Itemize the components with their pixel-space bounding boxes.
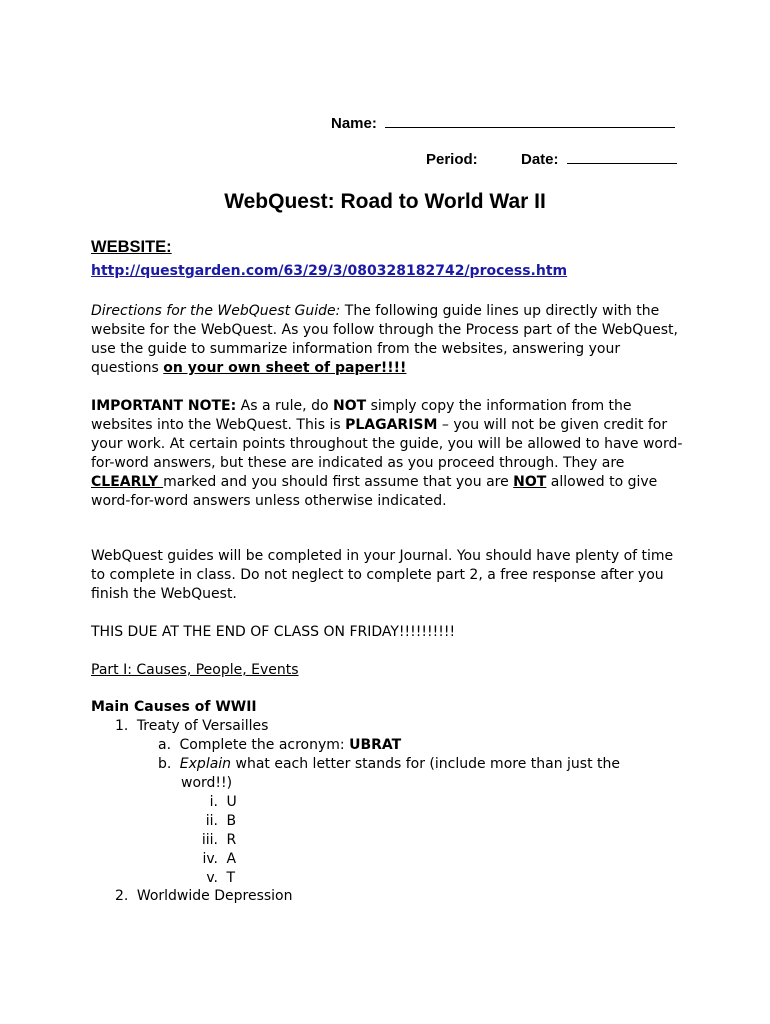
directions-emphasis: on your own sheet of paper!!!! xyxy=(163,360,407,376)
roman-letter: T xyxy=(226,870,236,886)
roman-item-ii xyxy=(180,812,236,831)
note-text-3: – you will not be given credit for your work. At certain points throughout the guide, you will be allowed to have word-for-word answers, but these are indicated as you proceed through. They are xyxy=(91,417,683,471)
list-item-1a-num: a. xyxy=(158,737,172,753)
list-item-1a xyxy=(158,736,401,755)
part-1-heading: Part I: Causes, People, Events xyxy=(91,662,299,678)
roman-letter: B xyxy=(226,813,237,829)
roman-num: v. xyxy=(206,870,218,886)
directions-paragraph xyxy=(91,302,691,378)
roman-item-i xyxy=(180,793,237,812)
roman-letter: U xyxy=(226,794,237,810)
period-line xyxy=(426,151,478,168)
page-title: WebQuest: Road to World War II xyxy=(224,190,546,213)
note-lead: IMPORTANT NOTE: xyxy=(91,398,237,414)
note-text-4: marked and you should first assume that you are xyxy=(163,474,514,490)
ubrat-acronym: UBRAT xyxy=(349,737,402,753)
date-blank xyxy=(567,151,677,164)
list-item-1b xyxy=(158,755,620,774)
important-note-paragraph xyxy=(91,397,691,511)
roman-letter: A xyxy=(226,851,237,867)
note-not-2: NOT xyxy=(513,474,547,490)
directions-lead: Directions for the WebQuest Guide: xyxy=(91,303,341,319)
list-item-1b-num: b. xyxy=(158,756,172,772)
roman-item-iii xyxy=(180,831,236,850)
roman-item-v xyxy=(180,869,235,888)
date-line xyxy=(521,151,677,168)
note-plagarism: PLAGARISM xyxy=(345,417,438,433)
note-not-1: NOT xyxy=(332,398,367,414)
roman-letter: R xyxy=(226,832,237,848)
period-label: Period: xyxy=(426,151,478,168)
directions-body: The following guide lines up directly with the website for the WebQuest. As you follow through the Process part of the WebQuest, use the guide to summarize information from the websites, answering your questions xyxy=(91,303,678,376)
name-label: Name: xyxy=(331,115,377,132)
list-item-2-text: Worldwide Depression xyxy=(136,888,293,904)
roman-item-iv xyxy=(180,850,236,869)
note-clearly: CLEARLY xyxy=(91,474,164,490)
roman-num: ii. xyxy=(205,813,218,829)
roman-num: i. xyxy=(209,794,218,810)
name-blank xyxy=(385,115,675,128)
list-item-1b-text: what each letter stands for (include more than just the xyxy=(231,756,621,772)
roman-num: iii. xyxy=(201,832,218,848)
list-item-1 xyxy=(115,717,268,736)
note-text-2: simply copy the information from the websites into the WebQuest. This is xyxy=(91,398,632,433)
note-text-1: As a rule, do xyxy=(236,398,333,414)
list-item-2 xyxy=(115,887,292,906)
list-item-1-text: Treaty of Versailles xyxy=(136,718,269,734)
list-item-2-num: 2. xyxy=(115,888,129,904)
journal-paragraph: WebQuest guides will be completed in your Journal. You should have plenty of time to complete in class. Do not neglect to complete part 2, a free response after you finish the WebQuest. xyxy=(91,548,674,602)
main-causes-heading: Main Causes of WWII xyxy=(91,699,257,715)
due-notice: THIS DUE AT THE END OF CLASS ON FRIDAY!!!!!!!!!! xyxy=(91,624,456,640)
list-item-1-num: 1. xyxy=(115,718,129,734)
name-line xyxy=(331,115,675,132)
note-text-5: allowed to give word-for-word answers unless otherwise indicated. xyxy=(91,474,658,509)
website-label: WEBSITE: xyxy=(91,238,172,256)
list-item-1b-continued: word!!) xyxy=(181,775,233,791)
roman-num: iv. xyxy=(202,851,218,867)
date-label: Date: xyxy=(521,151,559,168)
list-item-1a-text: Complete the acronym: xyxy=(179,737,350,753)
website-link[interactable]: http://questgarden.com/63/29/3/080328182742/process.htm xyxy=(91,263,568,279)
list-item-1b-explain: Explain xyxy=(179,756,232,772)
